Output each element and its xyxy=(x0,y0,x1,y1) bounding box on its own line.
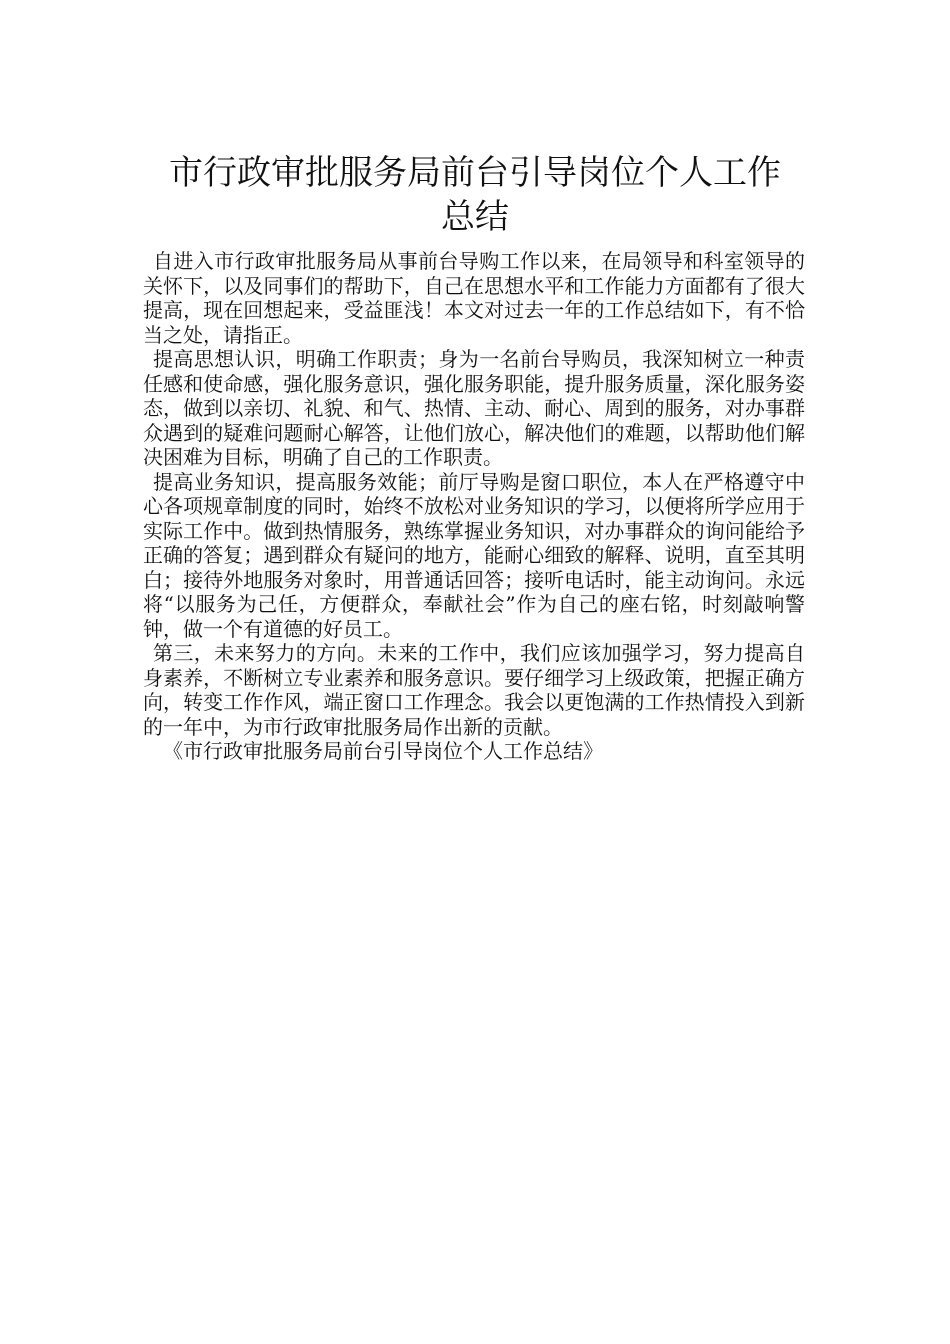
document-title xyxy=(0,151,950,239)
title-line-1: 市行政审批服务局前台引导岗位个人工作 xyxy=(169,152,781,193)
paragraph-knowledge: 提高业务知识，提高服务效能；前厅导购是窗口职位，本人在严格遵守中心各项规章制度的同时，始终不放松对业务知识的学习，以便将所学应用于实际工作中。做到热情服务，熟练掌握业务知识，对办事群众的询问能给予正确的答复；遇到群众有疑问的地方，能耐心细致的解释、说明，直至其明白；接待外地服务对象时，用普通话回答；接听电话时，能主动询问。永远将“以服务为己任，方便群众，奉献社会”作为自己的座右铭，时刻敲响警钟，做一个有道德的好员工。 xyxy=(143,469,805,641)
paragraph-responsibility: 提高思想认识，明确工作职责；身为一名前台导购员，我深知树立一种责任感和使命感，强化服务意识，强化服务职能，提升服务质量，深化服务姿态，做到以亲切、礼貌、和气、热情、主动、耐心、周到的服务，对办事群众遇到的疑难问题耐心解答，让他们放心，解决他们的难题，以帮助他们解决困难为目标，明确了自己的工作职责。 xyxy=(143,347,805,469)
document-body xyxy=(143,249,805,764)
title-line-2: 总结 xyxy=(441,196,509,237)
paragraph-intro: 自进入市行政审批服务局从事前台导购工作以来，在局领导和科室领导的关怀下，以及同事们的帮助下，自己在思想水平和工作能力方面都有了很大提高，现在回想起来，受益匪浅！本文对过去一年的工作总结如下，有不恰当之处，请指正。 xyxy=(143,249,805,347)
paragraph-future: 第三，未来努力的方向。未来的工作中，我们应该加强学习，努力提高自身素养，不断树立专业素养和服务意识。要仔细学习上级政策，把握正确方向，转变工作作风，端正窗口工作理念。我会以更饱满的工作热情投入到新的一年中，为市行政审批服务局作出新的贡献。 xyxy=(143,641,805,739)
closing-title-reference: 《市行政审批服务局前台引导岗位个人工作总结》 xyxy=(163,739,603,763)
